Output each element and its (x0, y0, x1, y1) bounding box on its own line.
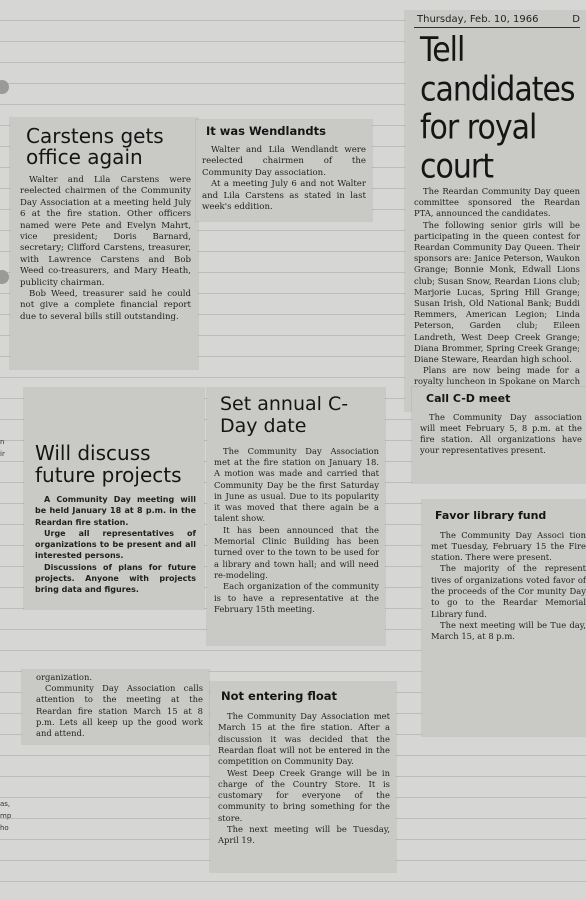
paragraph: The next meeting will be Tuesday, April 19. (218, 824, 390, 846)
headline: Will discuss future projects (35, 441, 182, 487)
paragraph: Walter and Lila Carstens were reelected chairmen of the Community Day Association at a meeting held July 6 at the fire station. Other officers named were Pete and Evelyn Mahrt, vice president; Doris Barnard, secretary; Clifford Carstens, treasurer, with Lawrence Carstens and Bob Weed co-treasurers, and Mary Heath, publicity chairman. (20, 175, 191, 288)
paragraph: The Community Day association will meet February 5, 8 p.m. at the fire station. All organizations have your representatives present. (420, 411, 582, 456)
paragraph: Plans are now being made for a royalty luncheon in Spokane on March (414, 365, 580, 387)
article-body (202, 145, 366, 213)
article-body (218, 711, 390, 847)
paragraph: The next meeting will be Tue day, March 15, at 8 p.m. (431, 619, 586, 642)
paragraph: The Community Day Association met at the fire station on January 18. A motion was made and carried that Community Day be the first Saturday in June as usual. Due to its popularity it was moved that there again be a talent show. (214, 445, 379, 524)
article-body (35, 494, 196, 596)
paragraph: At a meeting July 6 and not Walter and Lila Carstens as stated in last week's eddition. (202, 179, 366, 213)
paragraph: The Community Day Association met March 15 at the fire station. After a discussion it was decided that the Reardan float will not be entered in the competition on Community Day. (218, 711, 390, 767)
clipping-library-fund (422, 500, 586, 736)
headline: Call C-D meet (426, 392, 511, 405)
paragraph: Community Day Association calls attention to the meeting at the Reardan fire station March 15 at 8 p.m. Lets all keep up the good work and attend. (36, 683, 203, 739)
headline: Favor library fund (435, 509, 547, 522)
clipping-future-projects (24, 388, 204, 609)
binder-hole (0, 270, 9, 284)
binder-hole (0, 80, 9, 94)
headline: Carstens gets office again (26, 124, 164, 169)
margin-mark: ho (0, 824, 9, 832)
margin-mark: ir (0, 450, 5, 458)
paragraph: Walter and Lila Wendlandt were reelected chairmen of the Community Day association. (202, 145, 366, 178)
clipping-wendlandts (196, 120, 372, 221)
paragraph: The following senior girls will be participating in the queen contest for Reardan Community Day Queen. Their sponsors are: Janice Peterson, Waukon Grange; Bonnie Monk, Edwall Lions club; Susan Snow, Reardan Lions club; Marjorie Lucas, Spring Hill Grange; Susan Irish, Old National Bank; Buddi Remmers, American Legion; Linda Peterson, Garden club; Eileen Landreth, West Deep Creek Grange; Diana Brommer, Spring Creek Grange; Diane Steware, Reardan high school. (414, 219, 580, 365)
paragraph: Each organization of the community is to have a representative at the February 15th meeting. (214, 581, 379, 614)
headline: Set annual C-Day date (220, 393, 349, 437)
paragraph: A Community Day meeting will be held January 18 at 8 p.m. in the Reardan fire station. (35, 495, 196, 527)
article-body (431, 530, 586, 643)
paragraph: The Community Day Associ tion met Tuesday, February 15 the Fire station. There were present. (431, 529, 586, 563)
clipping-carstens (10, 118, 198, 369)
paragraph: West Deep Creek Grange will be in charge of the Country Store. It is customary for everyone of the community to bring something for the store. (218, 767, 390, 823)
margin-mark: as, (0, 800, 11, 808)
paragraph: Discussions of plans for future projects. Anyone with projects bring data and figures. (35, 562, 196, 595)
margin-mark: n (0, 438, 5, 446)
article-body (414, 186, 580, 399)
headline: Not entering float (221, 689, 338, 703)
margin-mark: mp (0, 812, 12, 820)
article-body (20, 175, 191, 323)
paragraph: Urge all representatives of organizations to be present and all interested persons. (35, 528, 196, 561)
paragraph: Bob Weed, treasurer said he could not give a complete financial report due to several bills still outstanding. (20, 289, 191, 322)
dateline-text: Thursday, Feb. 10, 1966 (417, 14, 539, 25)
article-body (214, 446, 379, 615)
paragraph: organization. (36, 672, 93, 682)
dateline (414, 14, 580, 28)
dateline-edge: D (572, 14, 580, 25)
article-body (420, 412, 582, 457)
paragraph: The majority of the represent tives of organizations voted favor of the proceeds of the Cor munity Day to go to the Reardar Memorial Library fund. (431, 563, 586, 619)
clipping-cday-date (207, 388, 385, 645)
clipping-not-entering-float (210, 682, 396, 872)
article-body (36, 672, 203, 739)
paragraph: The Reardan Community Day queen committee sponsored the Reardan PTA, announced the candidates. (414, 186, 580, 219)
paragraph: It has been announced that the Memorial Clinic Building has been turned over to the town to be used for a library and town hall; and will need re-modeling. (214, 524, 379, 580)
clipping-meeting-notice (22, 670, 209, 744)
clipping-royal-court (405, 11, 586, 411)
clipping-call-cd-meet (412, 387, 586, 483)
headline: Tell candidates for royal court (420, 30, 575, 186)
headline: It was Wendlandts (206, 124, 326, 138)
